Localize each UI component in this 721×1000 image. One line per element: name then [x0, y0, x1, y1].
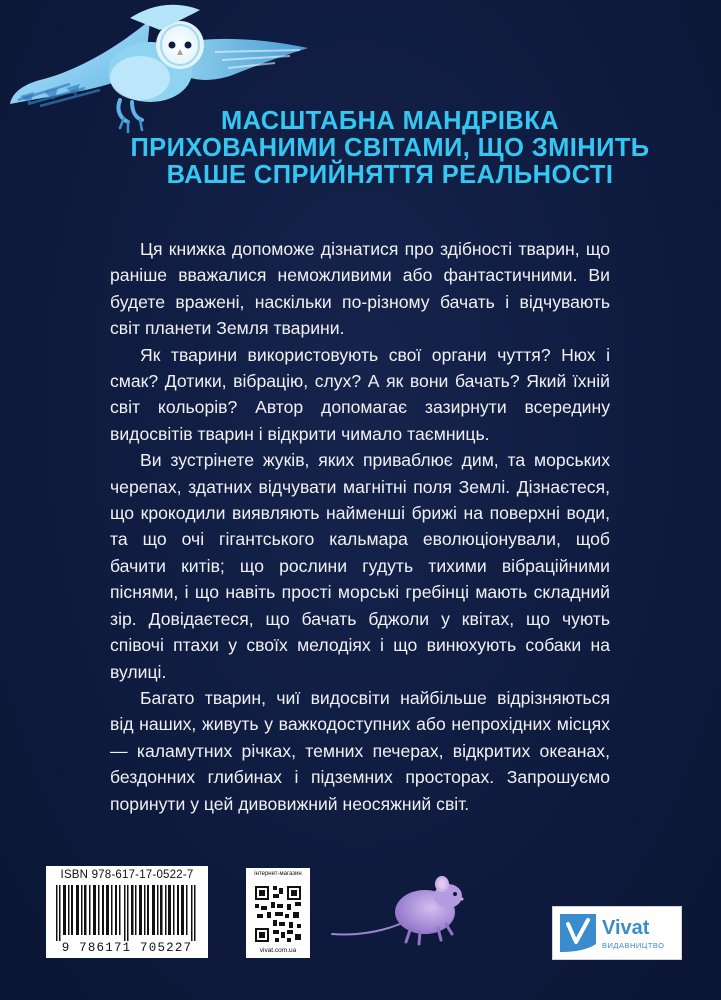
headline-line-1: МАСШТАБНА МАНДРІВКА: [220, 107, 560, 135]
headline: [130, 108, 650, 189]
publisher-logo: [552, 906, 682, 960]
publisher-subtitle: ВИДАВНИЦТВО: [602, 941, 665, 950]
paragraph-4: Багато тварин, чиї видосвіти найбільше відрізняються від наших, живуть у важкодоступних або непрохідних місцях — каламутних річках, темних печерах, відкритих океанах, бездонних глибинах і підземних просторах. Запрошуємо поринути у цей дивовижний неосяжний світ.: [110, 687, 610, 814]
paragraph-2: Як тварини використовують свої органи чуття? Нюх і смак? Дотики, вібрацію, слух? А як вони бачать? Який їхній світ кольорів? Автор допомагає зазирнути всередину видосвітів тварин і відкрити чимало таємниць.: [110, 344, 610, 444]
vivat-logo-icon: [560, 914, 596, 952]
qr-code-block: [246, 868, 310, 958]
qr-url: vivat.com.ua: [259, 947, 297, 954]
description-text: [110, 236, 610, 817]
isbn-barcode: [46, 866, 208, 958]
publisher-name: Vivat: [602, 917, 650, 939]
barcode-digits: 9 786171 705227: [61, 941, 193, 955]
paragraph-3: Ви зустрінете жуків, яких приваблює дим, та морських черепах, здатних відчувати магнітні поля Землі. Дізнаєтеся, що крокодили виявляють найменші брижі на поверхні води, та що очі гігантського кальмара еволюціонували, щоб бачити китів; що рослини гудуть тихими вібраційними піснями, і що навіть прості морські гребінці мають складний зір. Довідаєтеся, що бачать бджоли у квітах, що чують співочі птахи у своїх мелодіях і що винюхують собаки на вулиці.: [110, 450, 610, 682]
paragraph-1: Ця книжка допоможе дізнатися про здібності тварин, що раніше вважалися неможливими або фантастичними. Ви будете вражені, наскільки по-різному бачать і відчувають світ планети Земля тварини.: [110, 239, 610, 339]
headline-line-3: ВАШЕ СПРИЙНЯТТЯ РЕАЛЬНОСТІ: [166, 161, 614, 189]
qr-label: інтернет-магазин: [254, 871, 302, 877]
isbn-number: ISBN 978-617-17-0522-7: [60, 869, 194, 881]
qr-code-icon: [253, 884, 303, 944]
mouse-illustration: [330, 872, 470, 948]
headline-line-2: ПРИХОВАНИМИ СВІТАМИ, ЩО ЗМІНИТЬ: [130, 134, 650, 162]
barcode-bars: [54, 885, 200, 941]
